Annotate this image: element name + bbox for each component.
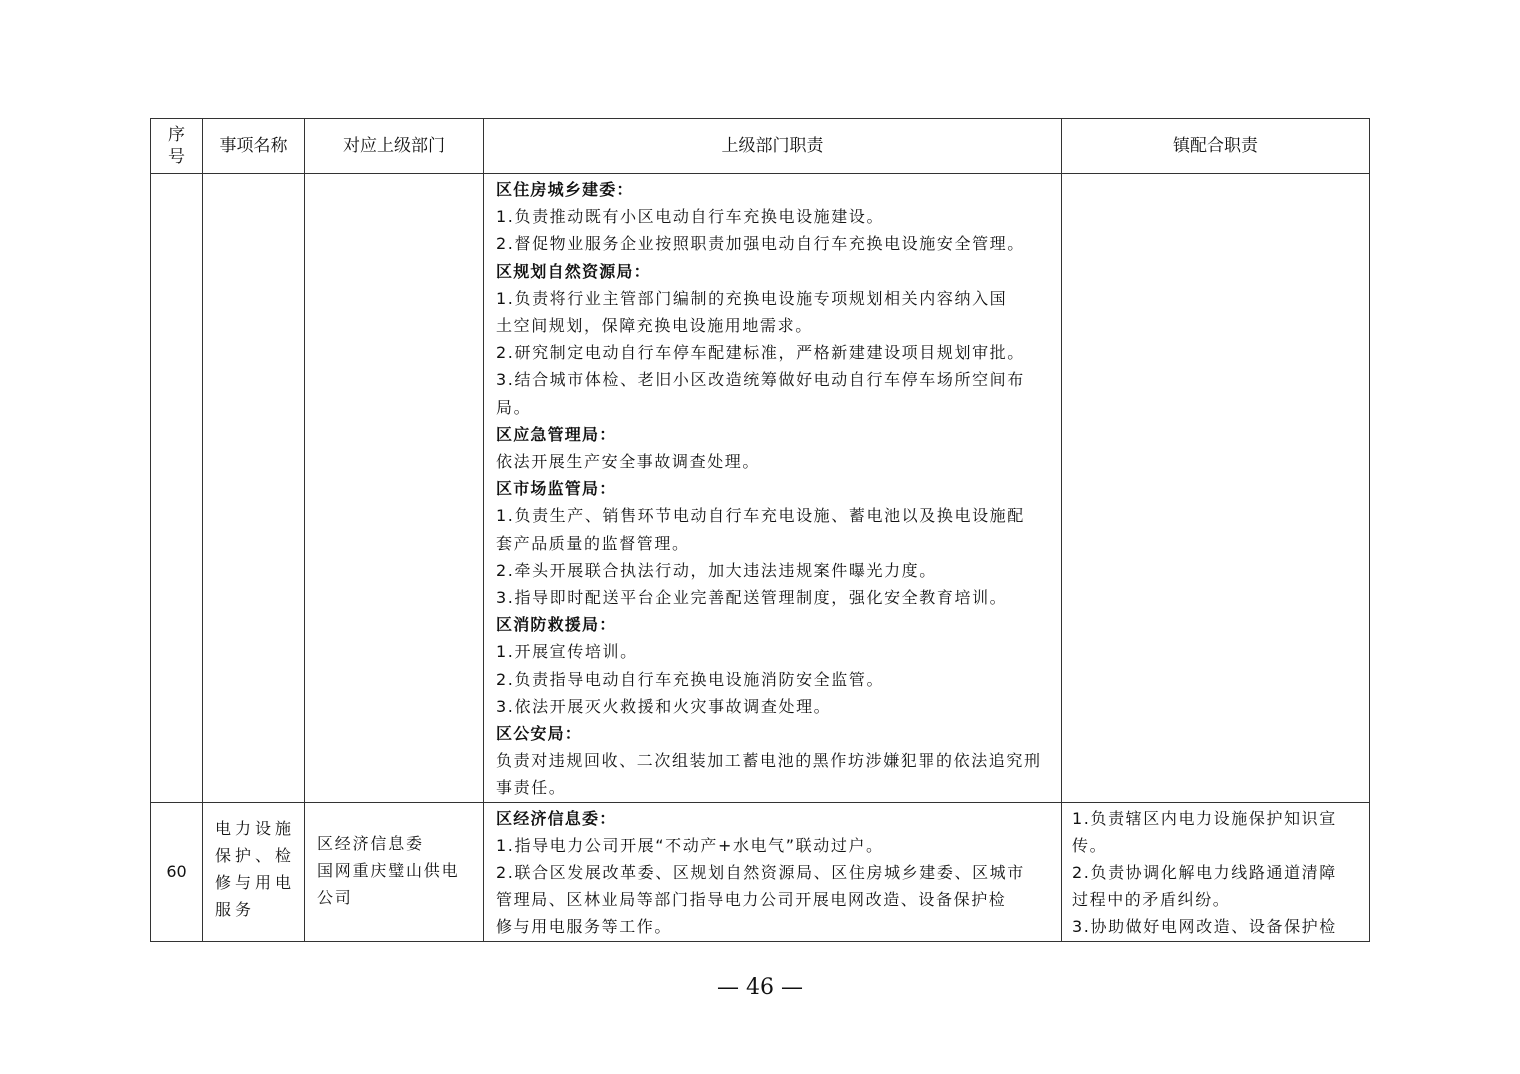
- duty-line: 1.负责将行业主管部门编制的充换电设施专项规划相关内容纳入国: [496, 288, 1008, 308]
- header-upper-duties: 上级部门职责: [484, 119, 1062, 174]
- text-line: 1.负责辖区内电力设施保护知识宣: [1072, 808, 1337, 828]
- cell-upper-duties: [484, 174, 1062, 803]
- duty-line: 1.开展宣传培训。: [496, 642, 638, 662]
- duty-list: [484, 174, 1061, 802]
- duty-line: 1.负责生产、销售环节电动自行车充电设施、蓄电池以及换电设施配: [496, 506, 1025, 526]
- duty-table: [150, 118, 1370, 942]
- header-upper-dept: 对应上级部门: [305, 119, 484, 174]
- duty-line: 2.牵头开展联合执法行动，加大违法违规案件曝光力度。: [496, 560, 937, 580]
- dept-heading: 区住房城乡建委：: [496, 180, 634, 199]
- text-line: 公司: [317, 887, 353, 907]
- text-line: 修与用电: [215, 872, 296, 892]
- dept-heading: 区应急管理局：: [496, 424, 617, 444]
- header-town-duties: 镇配合职责: [1062, 119, 1370, 174]
- duty-line: 2.联合区发展改革委、区规划自然资源局、区住房城乡建委、区城市: [496, 863, 1025, 883]
- dept-heading: 区规划自然资源局：: [496, 261, 651, 281]
- text-line: 2.负责协调化解电力线路通道清障: [1072, 863, 1337, 883]
- town-duty-list: [1062, 803, 1369, 941]
- table-row-60: [151, 802, 1370, 941]
- duty-line: 3.指导即时配送平台企业完善配送管理制度，强化安全教育培训。: [496, 588, 1008, 608]
- dept-heading: 区市场监管局：: [496, 479, 617, 499]
- cell-town-duties-empty: [1062, 174, 1370, 803]
- duty-line: 1.负责推动既有小区电动自行车充换电设施建设。: [496, 207, 885, 227]
- page-number: — 46 —: [717, 975, 803, 1000]
- dept-heading: 区消防救援局：: [496, 615, 617, 635]
- duty-line: 3.依法开展灭火救援和火灾事故调查处理。: [496, 696, 832, 716]
- duty-line: 1.指导电力公司开展“不动产+水电气”联动过户。: [496, 835, 884, 855]
- cell-upper-duties-60: [484, 802, 1062, 941]
- text-line: 服务: [215, 899, 256, 919]
- cell-town-duties: [1062, 802, 1370, 941]
- duty-line: 事责任。: [496, 778, 567, 798]
- cell-item-name: [203, 802, 305, 941]
- header-row: [151, 119, 1370, 174]
- duty-line: 局。: [496, 397, 532, 417]
- text-line: 过程中的矛盾纠纷。: [1072, 890, 1231, 910]
- item-name: [203, 803, 304, 923]
- text-line: 传。: [1072, 835, 1108, 855]
- text-line: 国网重庆璧山供电: [317, 860, 460, 880]
- duty-line: 套产品质量的监督管理。: [496, 533, 690, 553]
- header-item-name: 事项名称: [203, 119, 305, 174]
- duty-line: 依法开展生产安全事故调查处理。: [496, 452, 761, 472]
- table-row-continued: [151, 174, 1370, 803]
- text-line: 保护、检: [215, 845, 296, 865]
- duty-line: 2.研究制定电动自行车停车配建标准，严格新建建设项目规划审批。: [496, 343, 1025, 363]
- upper-dept-list: [305, 803, 483, 911]
- cell-seq-empty: [151, 174, 203, 803]
- text-line: 3.协助做好电网改造、设备保护检: [1072, 917, 1337, 937]
- duty-line: 负责对违规回收、二次组装加工蓄电池的黑作坊涉嫌犯罪的依法追究刑: [496, 751, 1042, 771]
- cell-dept-empty: [305, 174, 484, 803]
- duty-line: 土空间规划，保障充换电设施用地需求。: [496, 316, 813, 336]
- text-line: 区经济信息委: [317, 833, 424, 853]
- duty-line: 2.负责指导电动自行车充换电设施消防安全监管。: [496, 669, 885, 689]
- dept-heading: 区经济信息委：: [496, 808, 617, 828]
- text-line: 电力设施: [215, 818, 296, 838]
- cell-seq: 60: [151, 802, 203, 941]
- duty-list-60: [484, 803, 1061, 941]
- cell-upper-dept: [305, 802, 484, 941]
- duty-line: 管理局、区林业局等部门指导电力公司开展电网改造、设备保护检: [496, 890, 1007, 910]
- duty-line: 3.结合城市体检、老旧小区改造统筹做好电动自行车停车场所空间布: [496, 370, 1025, 390]
- dept-heading: 区公安局：: [496, 724, 583, 744]
- duty-line: 2.督促物业服务企业按照职责加强电动自行车充换电设施安全管理。: [496, 234, 1025, 254]
- duty-line: 修与用电服务等工作。: [496, 917, 673, 937]
- cell-item-empty: [203, 174, 305, 803]
- header-seq: 序 号: [151, 119, 203, 174]
